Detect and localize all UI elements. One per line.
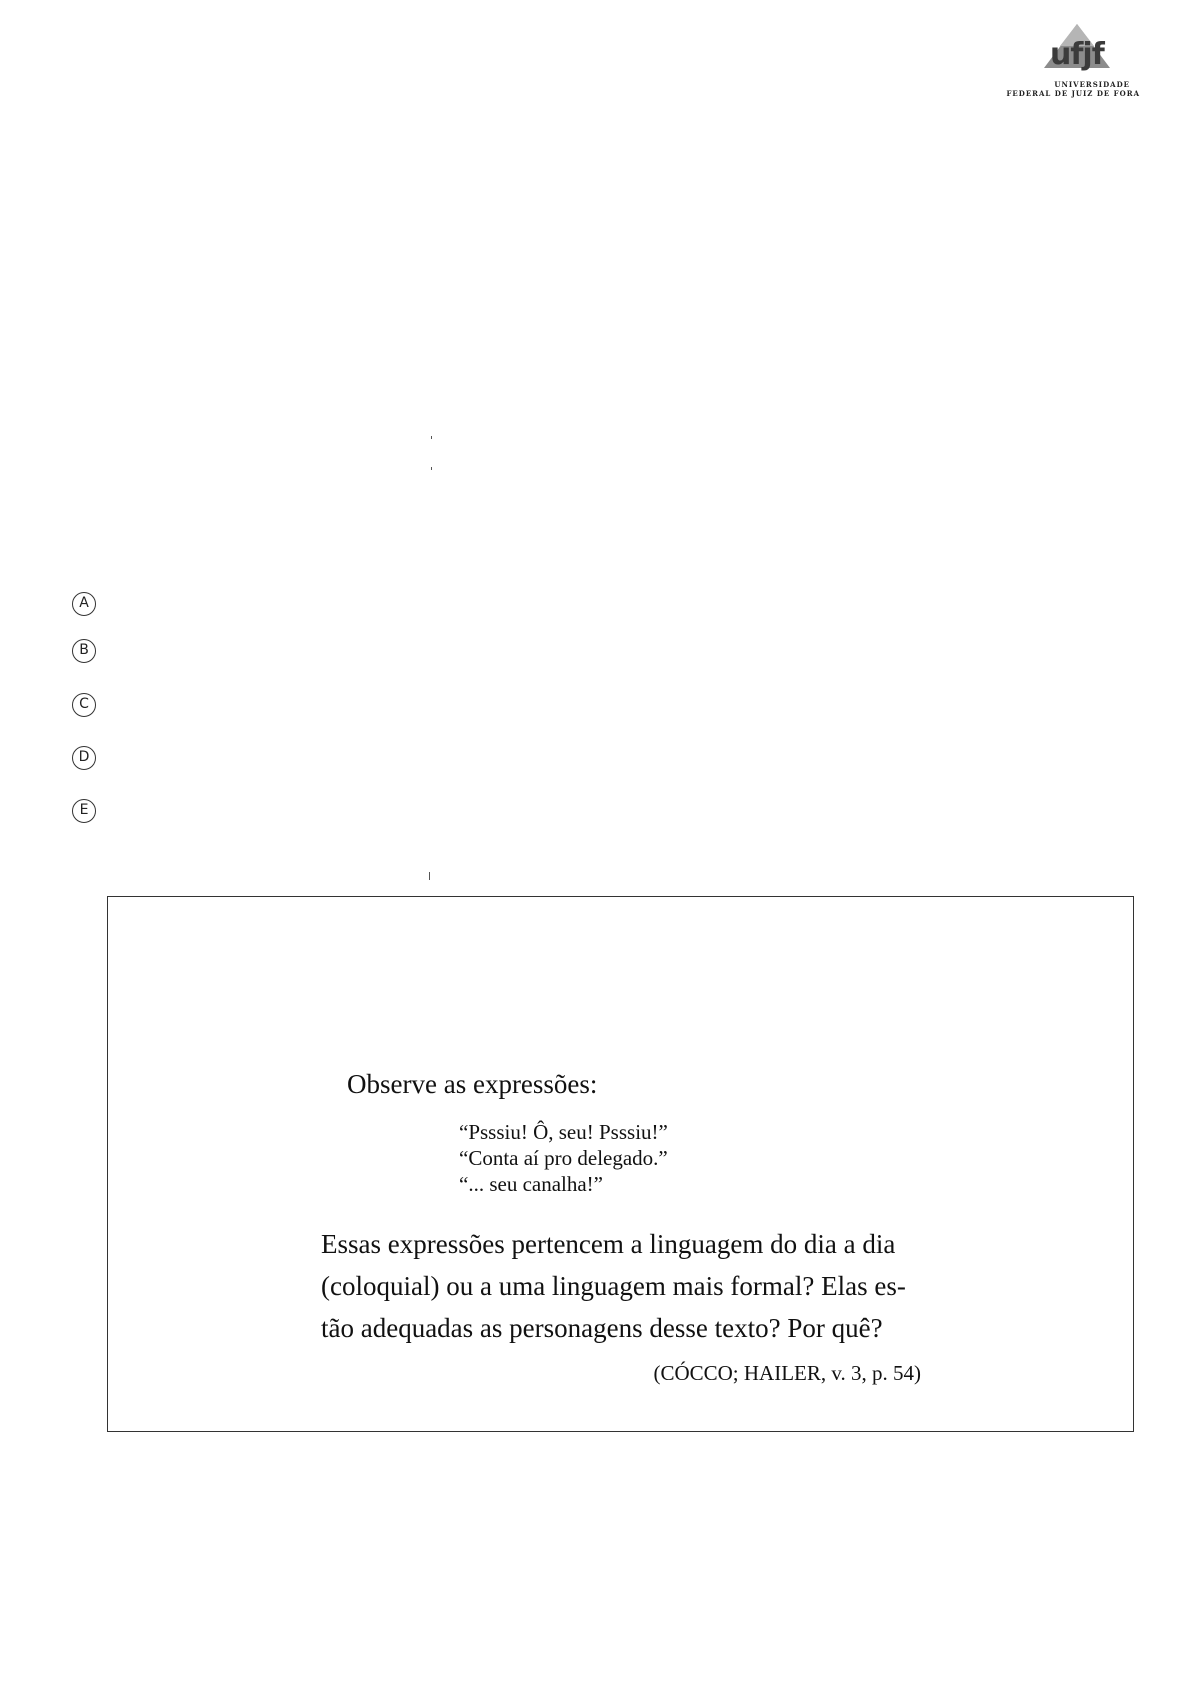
logo-mark: ufjf: [1050, 37, 1104, 72]
quote-list: [459, 1119, 668, 1197]
stray-mark: [429, 872, 430, 880]
question-line: (coloquial) ou a uma linguagem mais formal? Elas es-: [321, 1271, 906, 1301]
university-logo: [1006, 22, 1140, 98]
option-e-circle[interactable]: E: [72, 799, 96, 823]
quote-line: “Conta aí pro delegado.”: [459, 1146, 668, 1170]
excerpt-frame: [107, 896, 1134, 1432]
question-line: Essas expressões pertencem a linguagem do dia a dia: [321, 1229, 896, 1259]
logo-federal-label: FEDERAL DE JUIZ DE FORA: [1006, 89, 1140, 98]
option-b-circle[interactable]: B: [72, 639, 96, 663]
quote-line: “... seu canalha!”: [459, 1172, 603, 1196]
option-a-circle[interactable]: A: [72, 592, 96, 616]
excerpt-intro: Observe as expressões:: [347, 1069, 598, 1099]
stray-mark: [431, 467, 432, 470]
logo-university-label: UNIVERSIDADE: [1054, 80, 1130, 89]
stray-mark: [431, 436, 432, 439]
option-d-circle[interactable]: D: [72, 746, 96, 770]
excerpt-source: (CÓCCO; HAILER, v. 3, p. 54): [653, 1361, 921, 1385]
option-c-circle[interactable]: C: [72, 693, 96, 717]
question-line: tão adequadas as personagens desse texto? Por quê?: [321, 1313, 883, 1343]
excerpt-question: [321, 1223, 921, 1349]
quote-line: “Psssiu! Ô, seu! Psssiu!”: [459, 1120, 668, 1144]
